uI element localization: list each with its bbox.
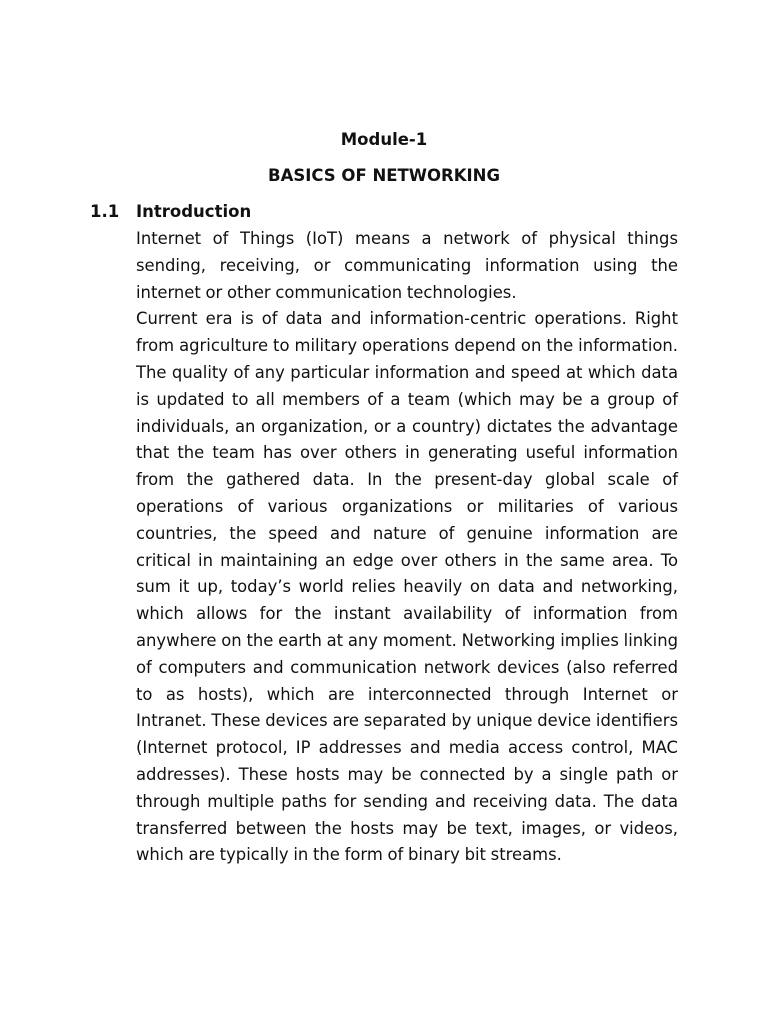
section-body bbox=[136, 226, 678, 869]
section-number: 1.1 bbox=[90, 202, 120, 221]
chapter-title: BASICS OF NETWORKING bbox=[268, 166, 500, 185]
paragraph: Current era is of data and information-centric operations. Right from agriculture to military operations depend on the information. The quality of any particular information and speed at which data is updated to all members of a team (which may be a group of individuals, an organization, or a country) dictates the advantage that the team has over others in generating useful information from the gathered data. In the present-day global scale of operations of various organizations or militaries of various countries, the speed and nature of genuine information are critical in maintaining an edge over others in the same area. To sum it up, today’s world relies heavily on data and networking, which allows for the instant availability of information from anywhere on the earth at any moment. Networking implies linking of computers and communication network devices (also referred to as hosts), which are interconnected through Internet or Intranet. These devices are separated by unique device identifiers (Internet protocol, IP addresses and media access control, MAC addresses). These hosts may be connected by a single path or through multiple paths for sending and receiving data. The data transferred between the hosts may be text, images, or videos, which are typically in the form of binary bit streams. bbox=[136, 309, 678, 865]
module-title: Module-1 bbox=[340, 130, 428, 149]
section-title: Introduction bbox=[136, 202, 252, 221]
section-heading bbox=[90, 200, 690, 224]
paragraph: Internet of Things (IoT) means a network of physical things sending, receiving, or communicating information using the internet or other communication technologies. bbox=[136, 229, 678, 302]
